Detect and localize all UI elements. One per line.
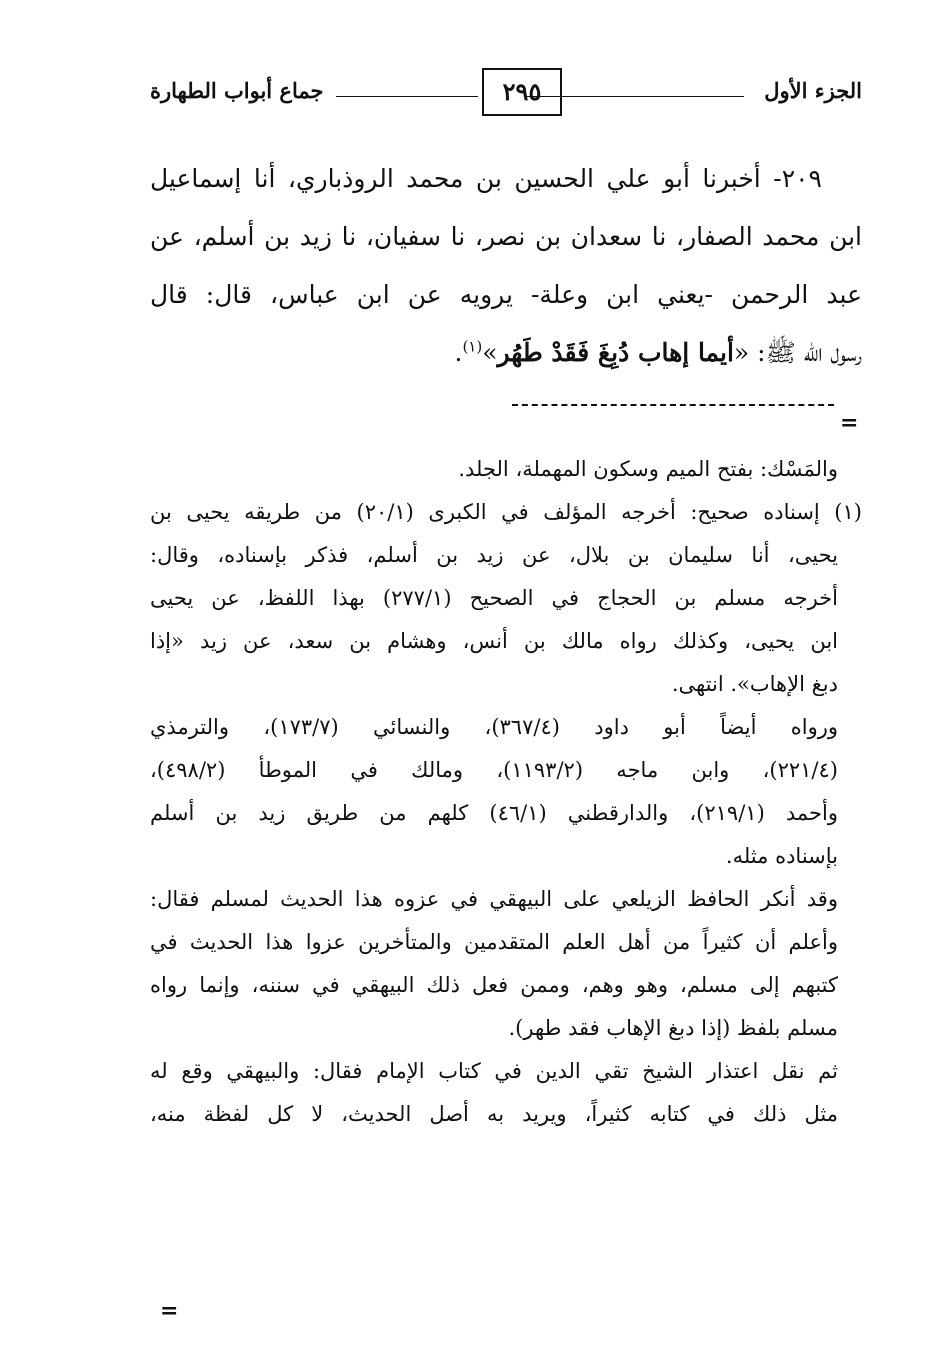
quote-close: » <box>482 338 498 367</box>
continuation-mark: = <box>840 410 859 436</box>
main-line-prefix: رسول الله ﷺ: « <box>733 338 862 367</box>
footnote-line: (١) إسناده صحيح: أخرجه المؤلف في الكبرى (٢٠/١) من طريقه يحيى بن <box>150 500 862 524</box>
footnote-line: وأعلم أن كثيراً من أهل العلم المتقدمين والمتأخرين عزوا هذا الحديث في <box>150 930 838 954</box>
footnote-reference: (١) <box>462 337 483 356</box>
footnote-line: يحيى، أنا سليمان بن بلال، عن زيد بن أسلم، فذكر بإسناده، وقال: <box>150 543 838 567</box>
continuation-mark-bottom: = <box>160 1298 179 1324</box>
footnote-line: وقد أنكر الحافظ الزيلعي على البيهقي في عزوه هذا الحديث لمسلم فقال: <box>150 887 838 911</box>
footnote-line: وأحمد (٢١٩/١)، والدارقطني (٤٦/١) كلهم من طريق زيد بن أسلم <box>150 801 838 825</box>
page-number: ٢٩٥ <box>482 68 562 116</box>
hadith-text <box>150 150 862 382</box>
footnotes <box>150 448 862 1136</box>
main-line: عبد الرحمن -يعني ابن وعلة- يرويه عن ابن عباس، قال: قال <box>150 280 862 309</box>
main-line: ٢٠٩- أخبرنا أبو علي الحسين بن محمد الروذباري، أنا إسماعيل <box>150 164 822 193</box>
footnote-line: ورواه أيضاً أبو داود (٣٦٧/٤)، والنسائي (١٧٣/٧)، والترمذي <box>150 715 838 739</box>
footnote-divider <box>512 404 834 406</box>
footnote-line: ثم نقل اعتذار الشيخ تقي الدين في كتاب الإمام فقال: والبيهقي وقع له <box>150 1059 838 1083</box>
footnote-line: ابن يحيى، وكذلك رواه مالك بن أنس، وهشام بن سعد، عن زيد «إذا <box>150 629 838 653</box>
main-line: ابن محمد الصفار، نا سعدان بن نصر، نا سفيان، نا زيد بن أسلم، عن <box>150 222 862 251</box>
footnote-line: كتبهم إلى مسلم، وهو وهم، وممن فعل ذلك البيهقي في سننه، وإنما رواه <box>150 973 838 997</box>
footnote-line: والمَسْك: بفتح الميم وسكون المهملة، الجلد. <box>458 457 838 481</box>
header-rule-left <box>336 96 478 97</box>
page-header <box>150 66 862 118</box>
volume-label: الجزء الأول <box>764 78 862 103</box>
footnote-line: مسلم بلفظ (إذا دبغ الإهاب فقد طهر). <box>508 1016 838 1040</box>
footnote-line: دبغ الإهاب». انتهى. <box>671 672 838 696</box>
hadith-quote: أيما إهاب دُبِغَ فَقَدْ طَهُر <box>497 338 734 367</box>
main-line-end: . <box>454 338 463 367</box>
footnote-line: بإسناده مثله. <box>725 844 838 868</box>
footnote-line: (٢٢١/٤)، وابن ماجه (١١٩٣/٢)، ومالك في الموطأ (٤٩٨/٢)، <box>150 758 838 782</box>
footnote-line: مثل ذلك في كتابه كثيراً، ويريد به أصل الحديث، لا كل لفظة منه، <box>150 1102 838 1126</box>
footnote-line: أخرجه مسلم بن الحجاج في الصحيح (٢٧٧/١) بهذا اللفظ، عن يحيى <box>150 586 838 610</box>
main-line-last <box>150 324 862 382</box>
chapter-title: جماع أبواب الطهارة <box>150 78 324 103</box>
